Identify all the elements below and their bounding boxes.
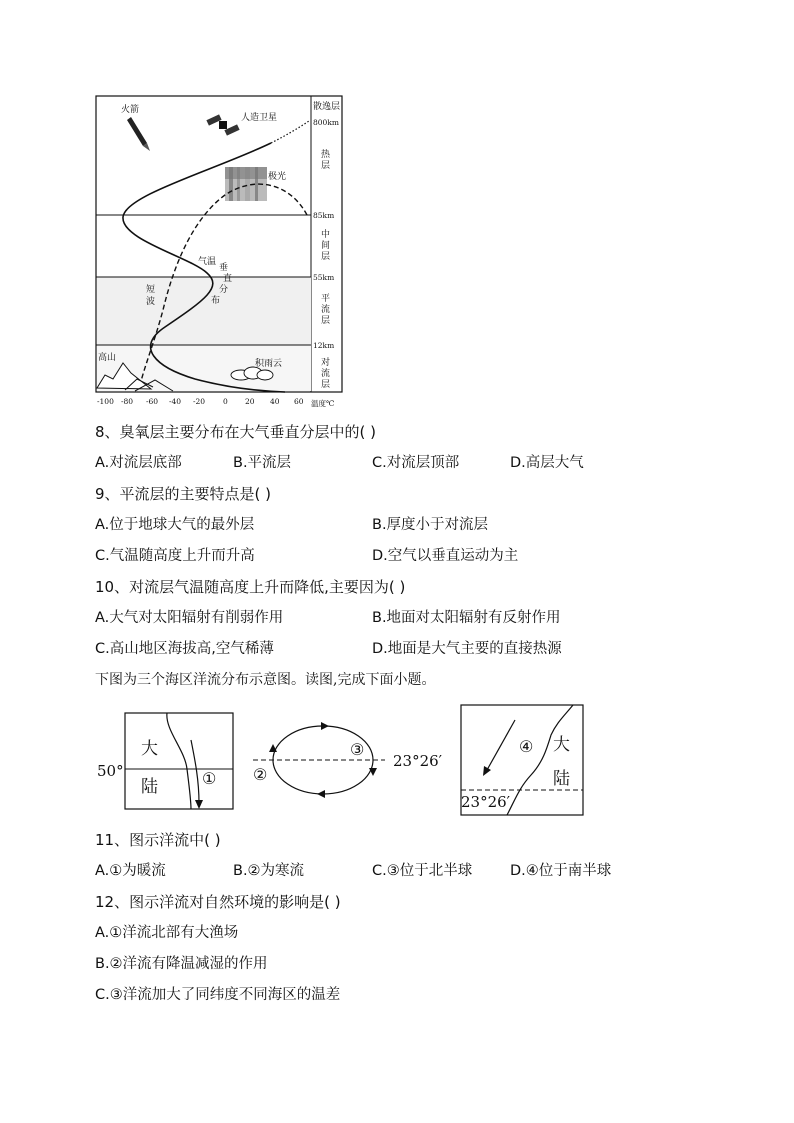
tick-label: 60 [294,397,304,406]
rocket-icon [127,117,150,151]
q10-option-d: D.地面是大气主要的直接热源 [372,641,562,657]
height-12: 12km [313,341,335,350]
lat-23-26-a: 23°26′ [393,752,443,770]
continent-lu-2: 陆 [553,769,570,789]
satellite-label: 人造卫星 [241,113,278,123]
current-panel-1 [97,713,233,809]
q10-option-a: A.大气对太阳辐射有削弱作用 [95,610,284,626]
atmosphere-structure-diagram [95,95,345,413]
tick-label: -20 [193,397,206,406]
tick-label: -60 [146,397,159,406]
current-panel-2 [253,722,443,798]
q11-option-a: A.①为暖流 [95,863,166,879]
continent-lu-1: 陆 [141,777,158,797]
temp-curve-label: 气温垂直分布 [198,257,233,306]
q9-option-c: C.气温随高度上升而升高 [95,548,255,564]
mark-4: ④ [519,737,534,756]
tick-label: -80 [121,397,134,406]
q11-option-c: C.③位于北半球 [372,863,473,879]
q12-option-b: B.②洋流有降温减湿的作用 [95,956,268,972]
figure-intro: 下图为三个海区洋流分布示意图。读图,完成下面小题。 [95,672,436,688]
q12-option-a: A.①洋流北部有大渔场 [95,925,239,941]
rocket-label: 火箭 [121,105,140,115]
q11-option-b: B.②为寒流 [233,863,305,879]
tick-label: -40 [169,397,182,406]
tick-label: -100 [97,397,114,406]
ocean-current-diagram [95,700,595,822]
layer-stratosphere: 平流层 [321,294,331,326]
mountain-label: 高山 [98,353,117,363]
question-12: 12、图示洋流对自然环境的影响是( ) [95,893,341,911]
tick-label: 20 [245,397,255,406]
question-10: 10、对流层气温随高度上升而降低,主要因为( ) [95,578,406,596]
short-wave-label: 短波 [146,285,156,307]
q8-option-a: A.对流层底部 [95,455,182,471]
layer-troposphere: 对流层 [321,358,331,390]
aurora-label: 极光 [268,172,287,182]
question-9: 9、平流层的主要特点是( ) [95,485,272,503]
mark-2: ② [253,765,268,784]
cloud-label: 积雨云 [255,359,283,369]
mark-3: ③ [350,740,365,759]
layer-thermosphere: 热层 [321,150,331,171]
continent-da-2: 大 [553,735,570,755]
q10-option-b: B.地面对太阳辐射有反射作用 [372,610,561,626]
lat-50: 50° [97,762,124,780]
question-8: 8、臭氧层主要分布在大气垂直分层中的( ) [95,423,377,441]
current-panel-3 [461,705,583,815]
lat-23-26-b: 23°26′ [461,793,511,811]
q8-option-b: B.平流层 [233,455,292,471]
q8-option-c: C.对流层顶部 [372,455,460,471]
q8-option-d: D.高层大气 [510,455,584,471]
continent-da-1: 大 [141,739,158,759]
tick-label: 0 [223,397,228,406]
temperature-axis [97,397,334,408]
q11-option-d: D.④位于南半球 [510,863,612,879]
question-11: 11、图示洋流中( ) [95,831,221,849]
q12-option-c: C.③洋流加大了同纬度不同海区的温差 [95,987,341,1003]
mark-1: ① [202,769,217,788]
axis-unit: 温度℃ [311,399,335,408]
layer-exosphere: 散逸层 [313,102,341,112]
layer-mesosphere: 中间层 [321,230,331,262]
q9-option-a: A.位于地球大气的最外层 [95,517,255,533]
q10-option-c: C.高山地区海拔高,空气稀薄 [95,641,274,657]
height-85: 85km [313,211,335,220]
height-800: 800km [313,118,339,127]
tick-label: 40 [270,397,280,406]
q9-option-b: B.厚度小于对流层 [372,517,489,533]
satellite-icon [206,114,239,135]
height-55: 55km [313,273,335,282]
q9-option-d: D.空气以垂直运动为主 [372,548,519,564]
